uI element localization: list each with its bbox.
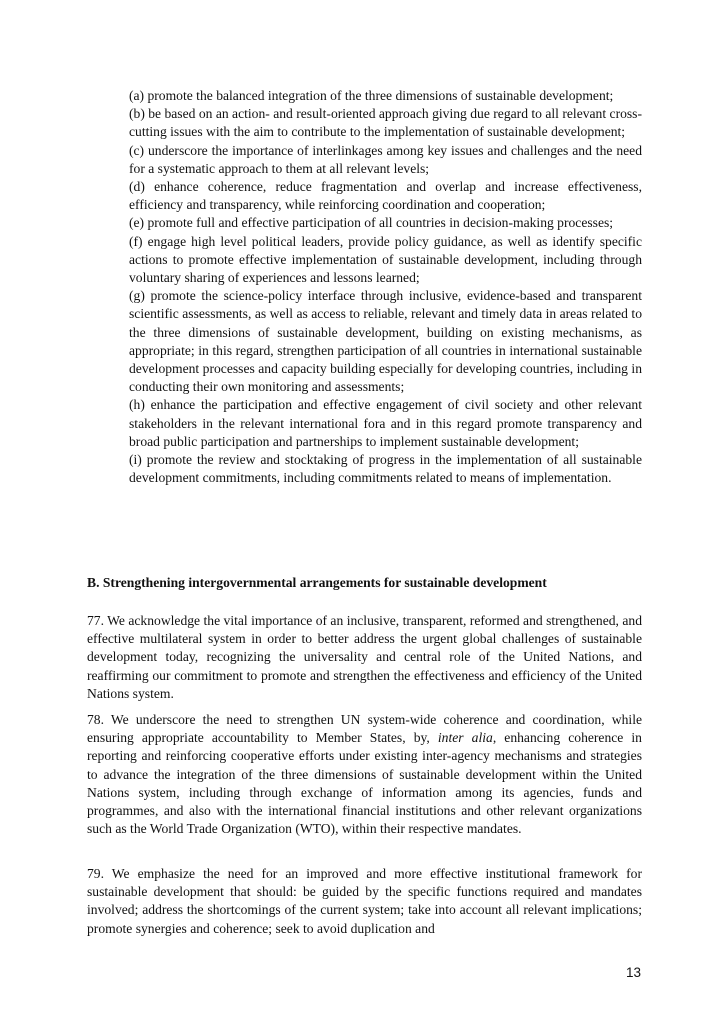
list-item-g: (g) promote the science-policy interface through inclusive, evidence-based and transparent scientific assessments, as well as access to reliable, relevant and timely data in areas related to the three dimensions of sustainable development, building on existing mechanisms, as appropriate; in this regard, strengthen participation of all countries in international sustainable development processes and capacity building especially for developing countries, including in conducting their own monitoring and assessments; [129,288,642,395]
function-list [129,87,642,487]
list-item-h: (h) enhance the participation and effective engagement of civil society and other relevant stakeholders in the relevant international fora and in this regard promote transparency and broad public participation and partnerships to implement sustainable development; [129,397,642,449]
paragraph-79: 79. We emphasize the need for an improved and more effective institutional framework for sustainable development that should: be guided by the specific functions required and mandates involved; address the shortcomings of the current system; take into account all relevant implications; promote synergies and coherence; seek to avoid duplication and [87,866,642,936]
paragraph-78-text-start: 78. We underscore the need to strengthen UN system-wide coherence and coordination, while ensuring appropriate accountability to Member States, by, [87,712,642,746]
list-item-c: (c) underscore the importance of interlinkages among key issues and challenges and the need for a systematic approach to them at all relevant levels; [129,142,642,176]
list-item-a: (a) promote the balanced integration of the three dimensions of sustainable development; [129,88,614,103]
page-number: 13 [625,965,641,980]
paragraph-78-text-end: , enhancing coherence in reporting and reinforcing cooperative efforts under existing inter-agency mechanisms and strategies to advance the integration of the three dimensions of sustainable development within the United Nations system, including through exchange of information among its agencies, funds and programmes, and also with the international financial institutions and other relevant organizations such as the World Trade Organization (WTO), within their respective mandates. [87,730,642,837]
list-item-d: (d) enhance coherence, reduce fragmentation and overlap and increase effectiveness, efficiency and transparency, while reinforcing coordination and cooperation; [129,179,642,213]
section-heading: B. Strengthening intergovernmental arrangements for sustainable development [87,575,547,590]
list-item-f: (f) engage high level political leaders, provide policy guidance, as well as identify specific actions to promote effective implementation of sustainable development, including through voluntary sharing of experiences and lessons learned; [129,233,642,286]
list-item-b: (b) be based on an action- and result-oriented approach giving due regard to all relevant cross-cutting issues with the aim to contribute to the implementation of sustainable development; [129,106,642,140]
paragraph-78 [87,711,642,838]
list-item-e: (e) promote full and effective participation of all countries in decision-making processes; [129,215,614,231]
paragraph-78-italic: inter alia [437,730,493,746]
list-item-i: (i) promote the review and stocktaking of progress in the implementation of all sustainable development commitments, including commitments related to means of implementation. [129,452,642,486]
paragraph-77: 77. We acknowledge the vital importance of an inclusive, transparent, reformed and strengthened, and effective multilateral system in order to better address the urgent global challenges of sustainable development today, recognizing the universality and central role of the United Nations, and reaffirming our commitment to promote and strengthen the effectiveness and efficiency of the United Nations system. [87,613,642,701]
